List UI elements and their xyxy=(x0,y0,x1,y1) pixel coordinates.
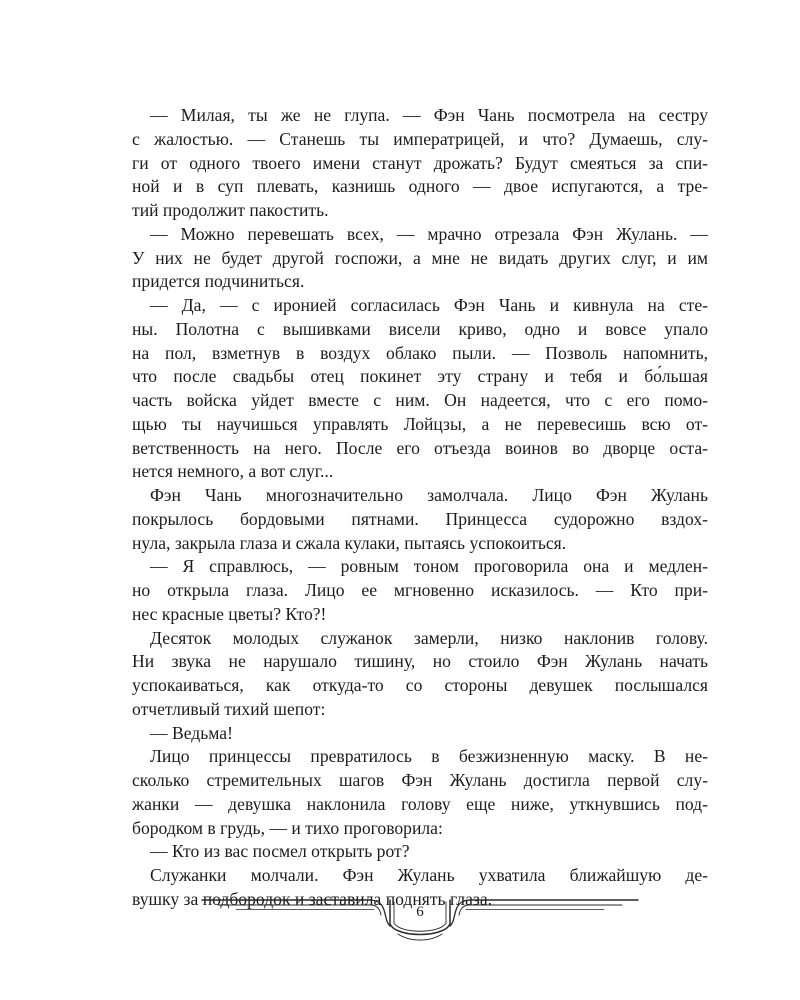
text-line: нула, закрыла глаза и сжала кулаки, пытаясь успокоиться. xyxy=(132,532,567,553)
text-line: Ни звука не нарушало тишину, но стоило Фэн Жулань начать xyxy=(132,651,708,672)
page-footer xyxy=(200,894,640,944)
text-line: но открыла глаза. Лицо ее мгновенно исказилось. — Кто при- xyxy=(132,580,708,600)
text-line: с жалостью. — Станешь ты императрицей, и что? Думаешь, слу- xyxy=(132,128,708,149)
text-line: придется подчиниться. xyxy=(132,271,305,292)
text-line: вушку за подбородок и заставила поднять глаза. xyxy=(132,888,493,909)
text-line: ги от одного твоего имени станут дрожать? Будут смеяться за спи- xyxy=(132,152,708,173)
text-line: — Ведьма! xyxy=(150,722,233,743)
text-line: что после свадьбы отец покинет эту страну и тебя и бо́льшая xyxy=(132,366,708,387)
text-line: — Я справлюсь, — ровным тоном проговорила она и медлен- xyxy=(150,556,708,577)
text-line: Десяток молодых служанок замерли, низко наклонив голову. xyxy=(150,627,708,648)
text-line: жанки — девушка наклонила голову еще ниже, уткнувшись под- xyxy=(132,793,708,814)
text-line: Лицо принцессы превратилось в безжизненную маску. В не- xyxy=(150,746,708,767)
text-line: успокаиваться, как откуда-то со стороны девушек послышался xyxy=(132,675,708,695)
text-line: Фэн Чань многозначительно замолчала. Лицо Фэн Жулань xyxy=(150,485,708,505)
text-line: ветственность на него. После его отъезда воинов во дворце оста- xyxy=(132,437,708,458)
page-number: 6 xyxy=(416,904,424,920)
text-line: часть войска уйдет вместе с ним. Он надеется, что с его помо- xyxy=(132,390,708,410)
text-line: ной и в суп плевать, казнишь одного — двое испугаются, а тре- xyxy=(132,176,708,197)
text-line: — Да, — с иронией согласилась Фэн Чань и кивнула на сте- xyxy=(150,295,708,315)
text-line: — Милая, ты же не глупа. — Фэн Чань посмотрела на сестру xyxy=(150,105,708,125)
text-line: нется немного, а вот слуг... xyxy=(132,461,334,482)
text-line: тий продолжит пакостить. xyxy=(132,200,329,220)
text-line: — Кто из вас посмел открыть рот? xyxy=(150,841,410,862)
text-line: бородком в грудь, — и тихо проговорила: xyxy=(132,817,443,838)
text-line: У них не будет другой госпожи, а мне не видать других слуг, и им xyxy=(132,247,708,268)
text-line: щью ты научишься управлять Лойцзы, а не перевесишь всю от- xyxy=(132,413,708,434)
text-line: сколько стремительных шагов Фэн Жулань достигла первой слу- xyxy=(132,770,708,790)
text-line: отчетливый тихий шепот: xyxy=(132,698,326,719)
text-line: покрылось бордовыми пятнами. Принцесса судорожно вздох- xyxy=(132,508,708,529)
text-line: ны. Полотна с вышивками висели криво, одно и вовсе упало xyxy=(132,318,708,339)
text-line: — Можно перевешать всех, — мрачно отрезала Фэн Жулань. — xyxy=(150,223,708,244)
text-line: на пол, взметнув в воздух облако пыли. — Позволь напомнить, xyxy=(132,342,708,363)
text-line: Служанки молчали. Фэн Жулань ухватила ближайшую де- xyxy=(150,865,708,885)
page-text xyxy=(132,104,708,912)
text-line: нес красные цветы? Кто?! xyxy=(132,603,327,624)
